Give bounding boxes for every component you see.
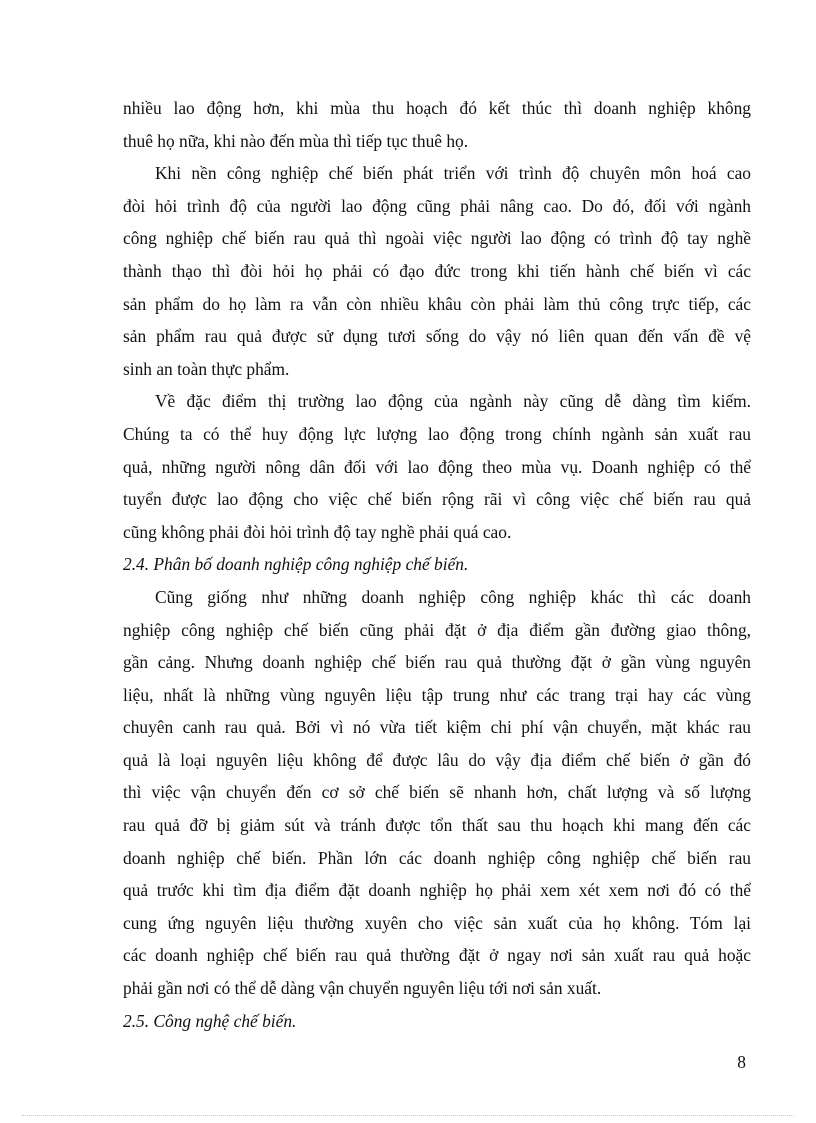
document-body xyxy=(123,92,751,1037)
page-number: 8 xyxy=(737,1052,746,1072)
text-line: doanh nghiệp chế biến. Phần lớn các doanh nghiệp công nghiệp chế biến rau xyxy=(123,847,751,868)
section-heading: 2.4. Phân bố doanh nghiệp công nghiệp chế biến. xyxy=(123,554,469,575)
text-line: sản phẩm do họ làm ra vẫn còn nhiều khâu còn phải làm thủ công trực tiếp, các xyxy=(123,293,751,314)
text-line: cũng không phải đòi hỏi trình độ tay nghề phải quá cao. xyxy=(123,521,512,542)
footer-divider xyxy=(22,1115,794,1116)
text-line: liệu, nhất là những vùng nguyên liệu tập trung như các trang trại hay các vùng xyxy=(123,684,751,705)
text-line: rau quả đỡ bị giảm sút và tránh được tổn thất sau thu hoạch khi mang đến các xyxy=(123,815,751,836)
text-line: sản phẩm rau quả được sử dụng tươi sống do vậy nó liên quan đến vấn đề vệ xyxy=(123,326,751,347)
paragraph xyxy=(123,385,751,548)
text-line: Chúng ta có thể huy động lực lượng lao động trong chính ngành sản xuất rau xyxy=(123,423,751,444)
text-line: thì việc vận chuyển đến cơ sở chế biến sẽ nhanh hơn, chất lượng và số lượng xyxy=(123,782,751,803)
text-line: cung ứng nguyên liệu thường xuyên cho việc sản xuất của họ không. Tóm lại xyxy=(123,912,751,933)
paragraph xyxy=(123,157,751,385)
text-line: sinh an toàn thực phẩm. xyxy=(123,358,290,379)
text-line: các doanh nghiệp chế biến rau quả thường đặt ở ngay nơi sản xuất rau quả hoặc xyxy=(123,945,751,966)
text-line: chuyên canh rau quả. Bởi vì nó vừa tiết kiệm chi phí vận chuyển, mặt khác rau xyxy=(123,717,751,738)
text-line: Về đặc điểm thị trường lao động của ngành này cũng dễ dàng tìm kiếm. xyxy=(155,391,751,412)
text-line: quả, những người nông dân đối với lao động theo mùa vụ. Doanh nghiệp có thể xyxy=(123,456,751,477)
text-line: đòi hỏi trình độ của người lao động cũng phải nâng cao. Do đó, đối với ngành xyxy=(123,195,751,216)
text-line: quả là loại nguyên liệu không để được lâu do vậy địa điểm chế biến ở gần đó xyxy=(123,749,751,770)
text-line: Cũng giống như những doanh nghiệp công nghiệp khác thì các doanh xyxy=(155,586,751,607)
text-line: nghiệp công nghiệp chế biến cũng phải đặt ở địa điểm gần đường giao thông, xyxy=(123,619,751,640)
paragraph xyxy=(123,581,751,1005)
text-line: thành thạo thì đòi hỏi họ phải có đạo đức trong khi tiến hành chế biến vì các xyxy=(123,260,751,281)
text-line: công nghiệp chế biến rau quả thì ngoài việc người lao động có trình độ tay nghề xyxy=(123,228,751,249)
text-line: gần cảng. Nhưng doanh nghiệp chế biến rau quả thường đặt ở gần vùng nguyên xyxy=(123,652,751,673)
text-line: nhiều lao động hơn, khi mùa thu hoạch đó kết thúc thì doanh nghiệp không xyxy=(123,98,751,118)
paragraph xyxy=(123,92,751,157)
text-line: tuyển được lao động cho việc chế biến rộng rãi vì công việc chế biến rau quả xyxy=(123,489,751,510)
text-line: Khi nền công nghiệp chế biến phát triển với trình độ chuyên môn hoá cao xyxy=(155,163,751,184)
text-line: quả trước khi tìm địa điểm đặt doanh nghiệp họ phải xem xét xem nơi đó có thể xyxy=(123,880,751,901)
section-heading: 2.5. Công nghệ chế biến. xyxy=(123,1010,297,1031)
text-line: thuê họ nữa, khi nào đến mùa thì tiếp tục thuê họ. xyxy=(123,130,469,151)
text-line: phải gần nơi có thể dễ dàng vận chuyển nguyên liệu tới nơi sản xuất. xyxy=(123,978,602,999)
